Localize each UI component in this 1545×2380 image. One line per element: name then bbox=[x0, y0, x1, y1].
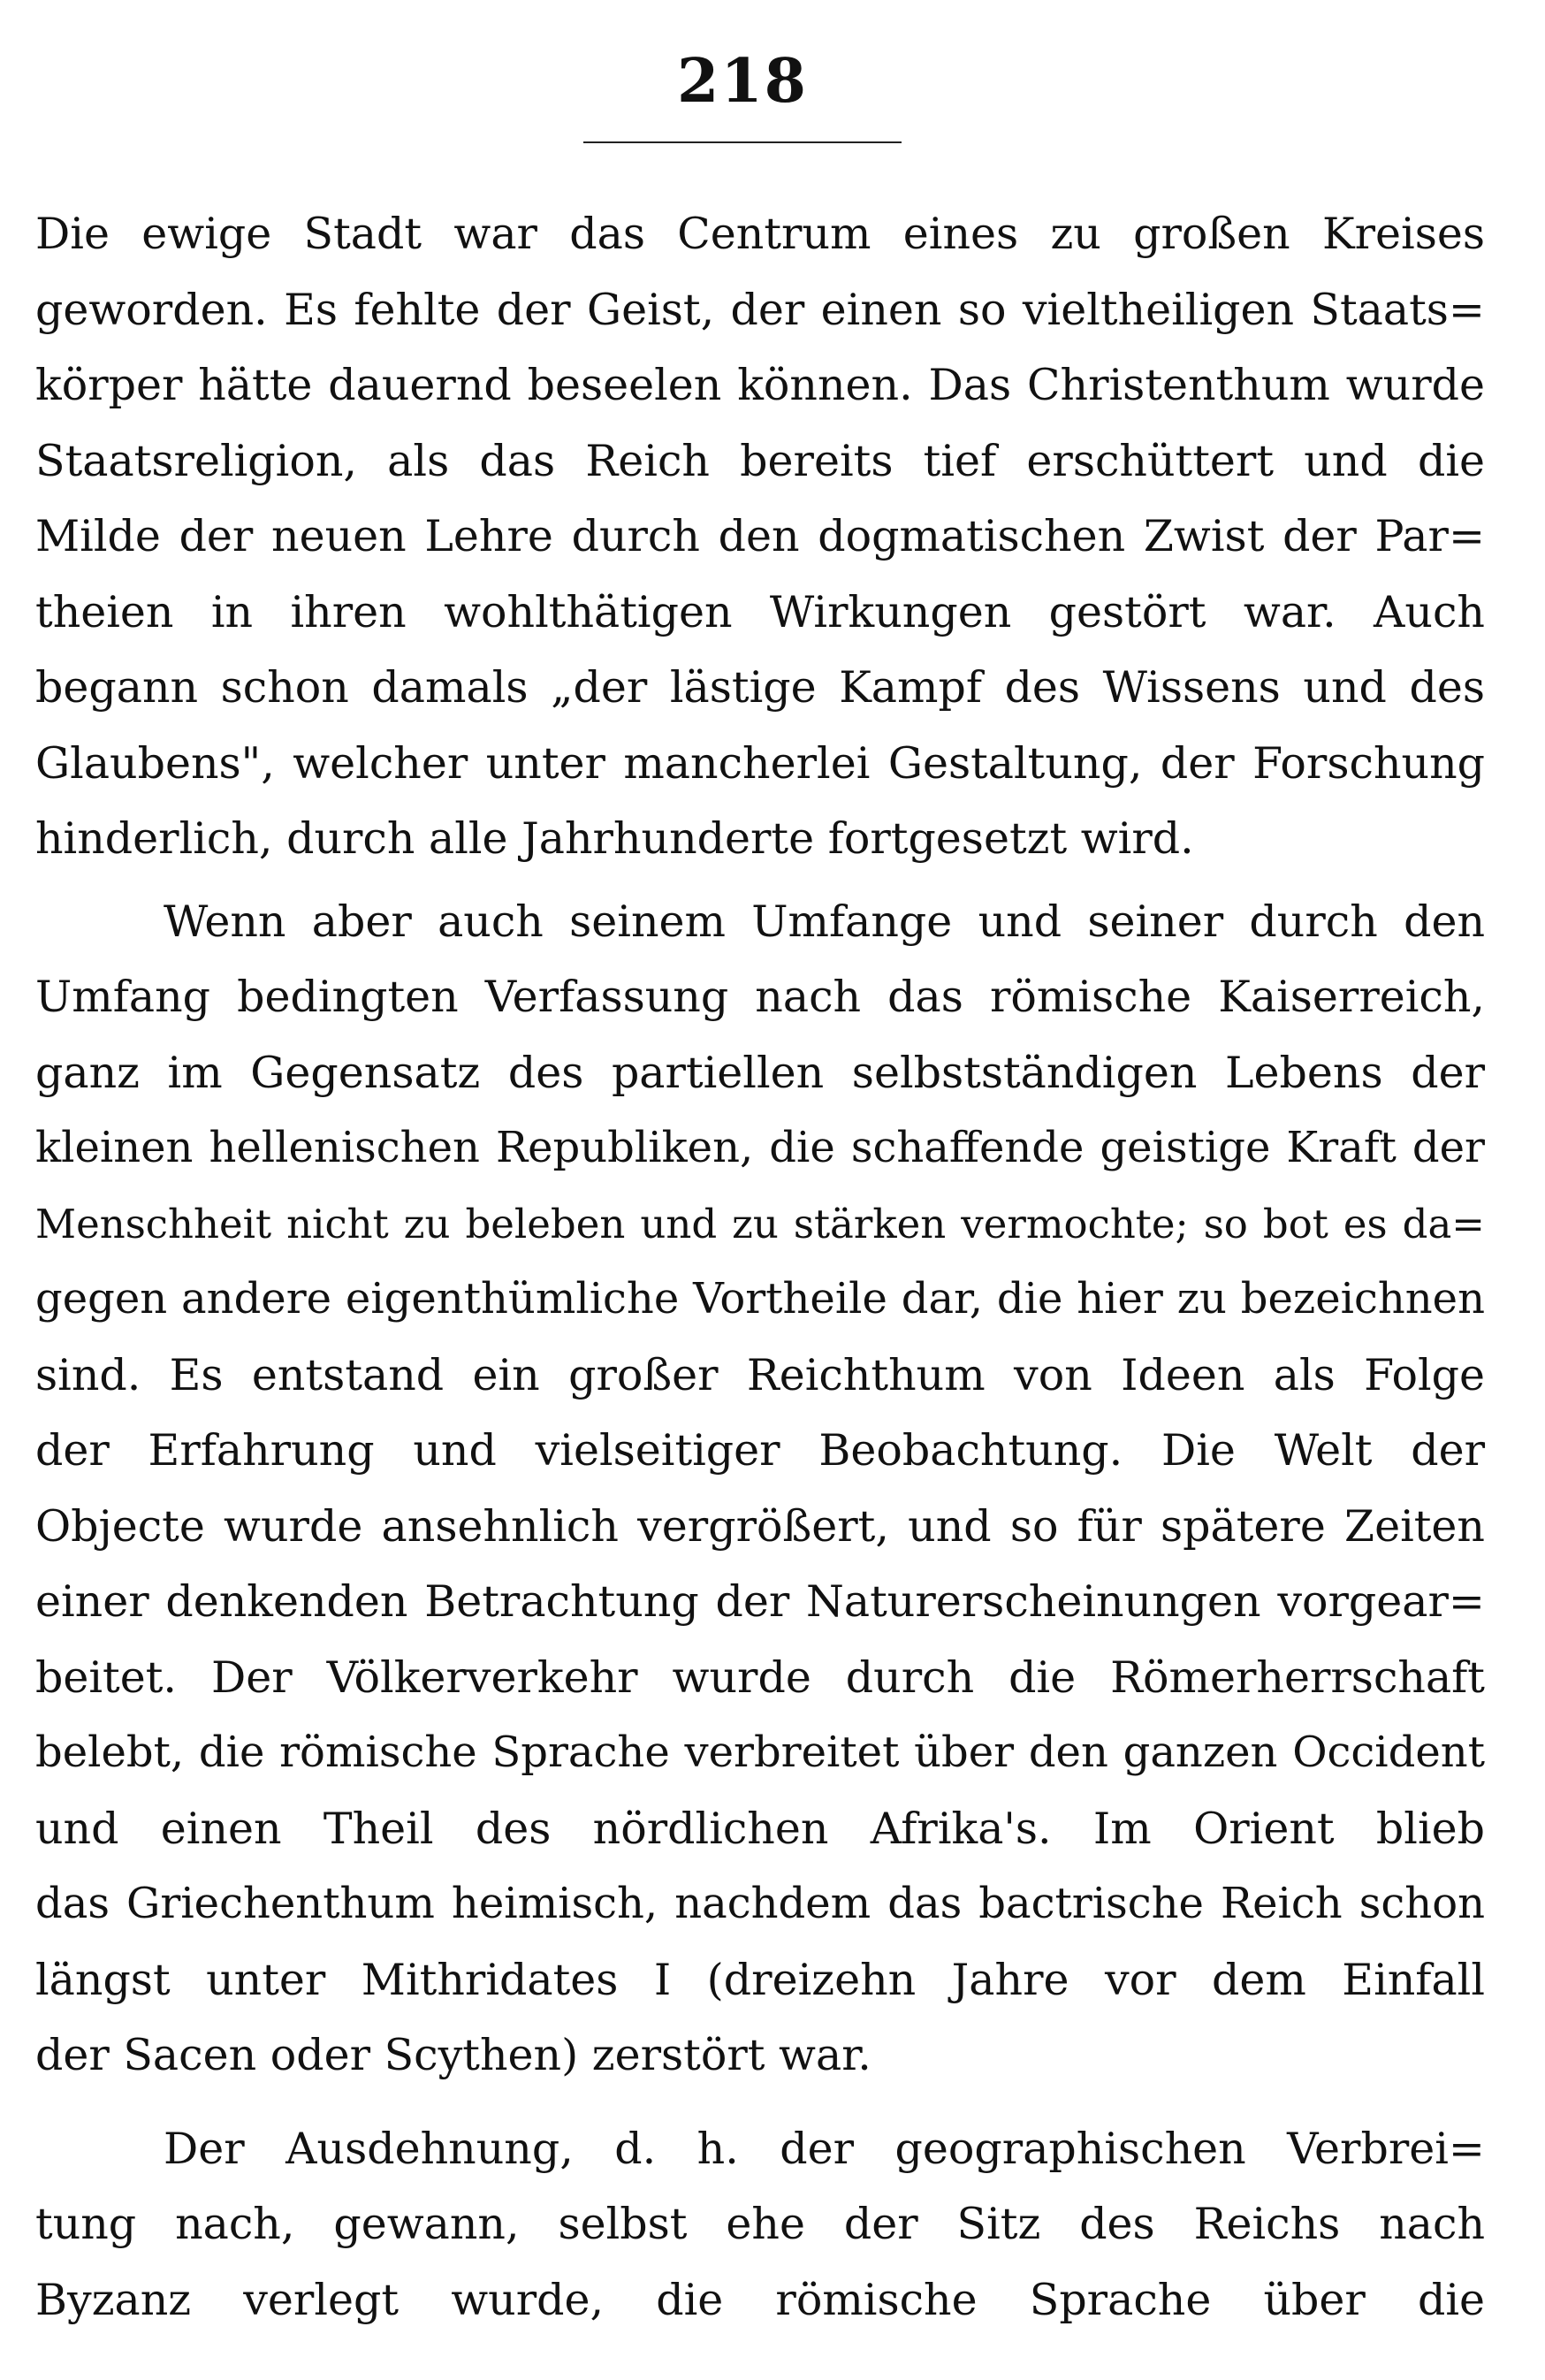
text-line: hinderlich, durch alle Jahrhunderte fortgesetzt wird. bbox=[35, 813, 1194, 864]
text-line: der Erfahrung und vielseitiger Beobachtung. Die Welt der bbox=[35, 1425, 1485, 1476]
text-line: beitet. Der Völkerverkehr wurde durch die Römerherrschaft bbox=[35, 1652, 1485, 1703]
text-line: theien in ihren wohlthätigen Wirkungen gestört war. Auch bbox=[35, 586, 1485, 637]
text-line: belebt, die römische Sprache verbreitet über den ganzen Occident bbox=[35, 1728, 1485, 1777]
text-line: Menschheit nicht zu beleben und zu stärken vermochte; so bot es da= bbox=[35, 1200, 1485, 1247]
text-line: geworden. Es fehlte der Geist, der einen so vieltheiligen Staats= bbox=[35, 284, 1485, 335]
text-line: und einen Theil des nördlichen Afrika's. Im Orient blieb bbox=[35, 1803, 1485, 1854]
page-number: 218 bbox=[677, 46, 808, 117]
text-line: längst unter Mithridates I (dreizehn Jahre vor dem Einfall bbox=[35, 1954, 1485, 2005]
body-text bbox=[35, 196, 1485, 2338]
text-line: begann schon damals „der lästige Kampf des Wissens und des bbox=[35, 662, 1485, 713]
text-line: Objecte wurde ansehnlich vergrößert, und so für spätere Zeiten bbox=[35, 1500, 1485, 1552]
text-line: Die ewige Stadt war das Centrum eines zu großen Kreises bbox=[35, 209, 1485, 259]
text-line: einer denkenden Betrachtung der Naturerscheinungen vorgear= bbox=[35, 1576, 1485, 1627]
text-line: Der Ausdehnung, d. h. der geographischen Verbrei= bbox=[164, 2123, 1485, 2174]
text-line: Glaubens", welcher unter mancherlei Gestaltung, der Forschung bbox=[35, 737, 1485, 789]
text-line: Staatsreligion, als das Reich bereits tief erschüttert und die bbox=[35, 435, 1485, 486]
text-line: tung nach, gewann, selbst ehe der Sitz des Reichs nach bbox=[35, 2199, 1485, 2249]
text-line: körper hätte dauernd beseelen können. Das Christenthum wurde bbox=[35, 360, 1485, 410]
text-line: der Sacen oder Scythen) zerstört war. bbox=[35, 2030, 871, 2080]
text-line: Byzanz verlegt wurde, die römische Sprache über die bbox=[35, 2274, 1485, 2325]
text-line: Milde der neuen Lehre durch den dogmatischen Zwist der Par= bbox=[35, 511, 1485, 561]
text-line: Umfang bedingten Verfassung nach das römische Kaiserreich, bbox=[35, 972, 1485, 1022]
text-line: Wenn aber auch seinem Umfange und seiner durch den bbox=[164, 896, 1485, 947]
text-line: kleinen hellenischen Republiken, die schaffende geistige Kraft der bbox=[35, 1123, 1485, 1172]
text-line: sind. Es entstand ein großer Reichthum von Ideen als Folge bbox=[35, 1349, 1485, 1400]
text-line: gegen andere eigenthümliche Vortheile dar, die hier zu bezeichnen bbox=[35, 1274, 1485, 1323]
text-line: das Griechenthum heimisch, nachdem das bactrische Reich schon bbox=[35, 1879, 1485, 1928]
text-line: ganz im Gegensatz des partiellen selbstständigen Lebens der bbox=[35, 1047, 1485, 1098]
header-rule bbox=[583, 141, 902, 143]
